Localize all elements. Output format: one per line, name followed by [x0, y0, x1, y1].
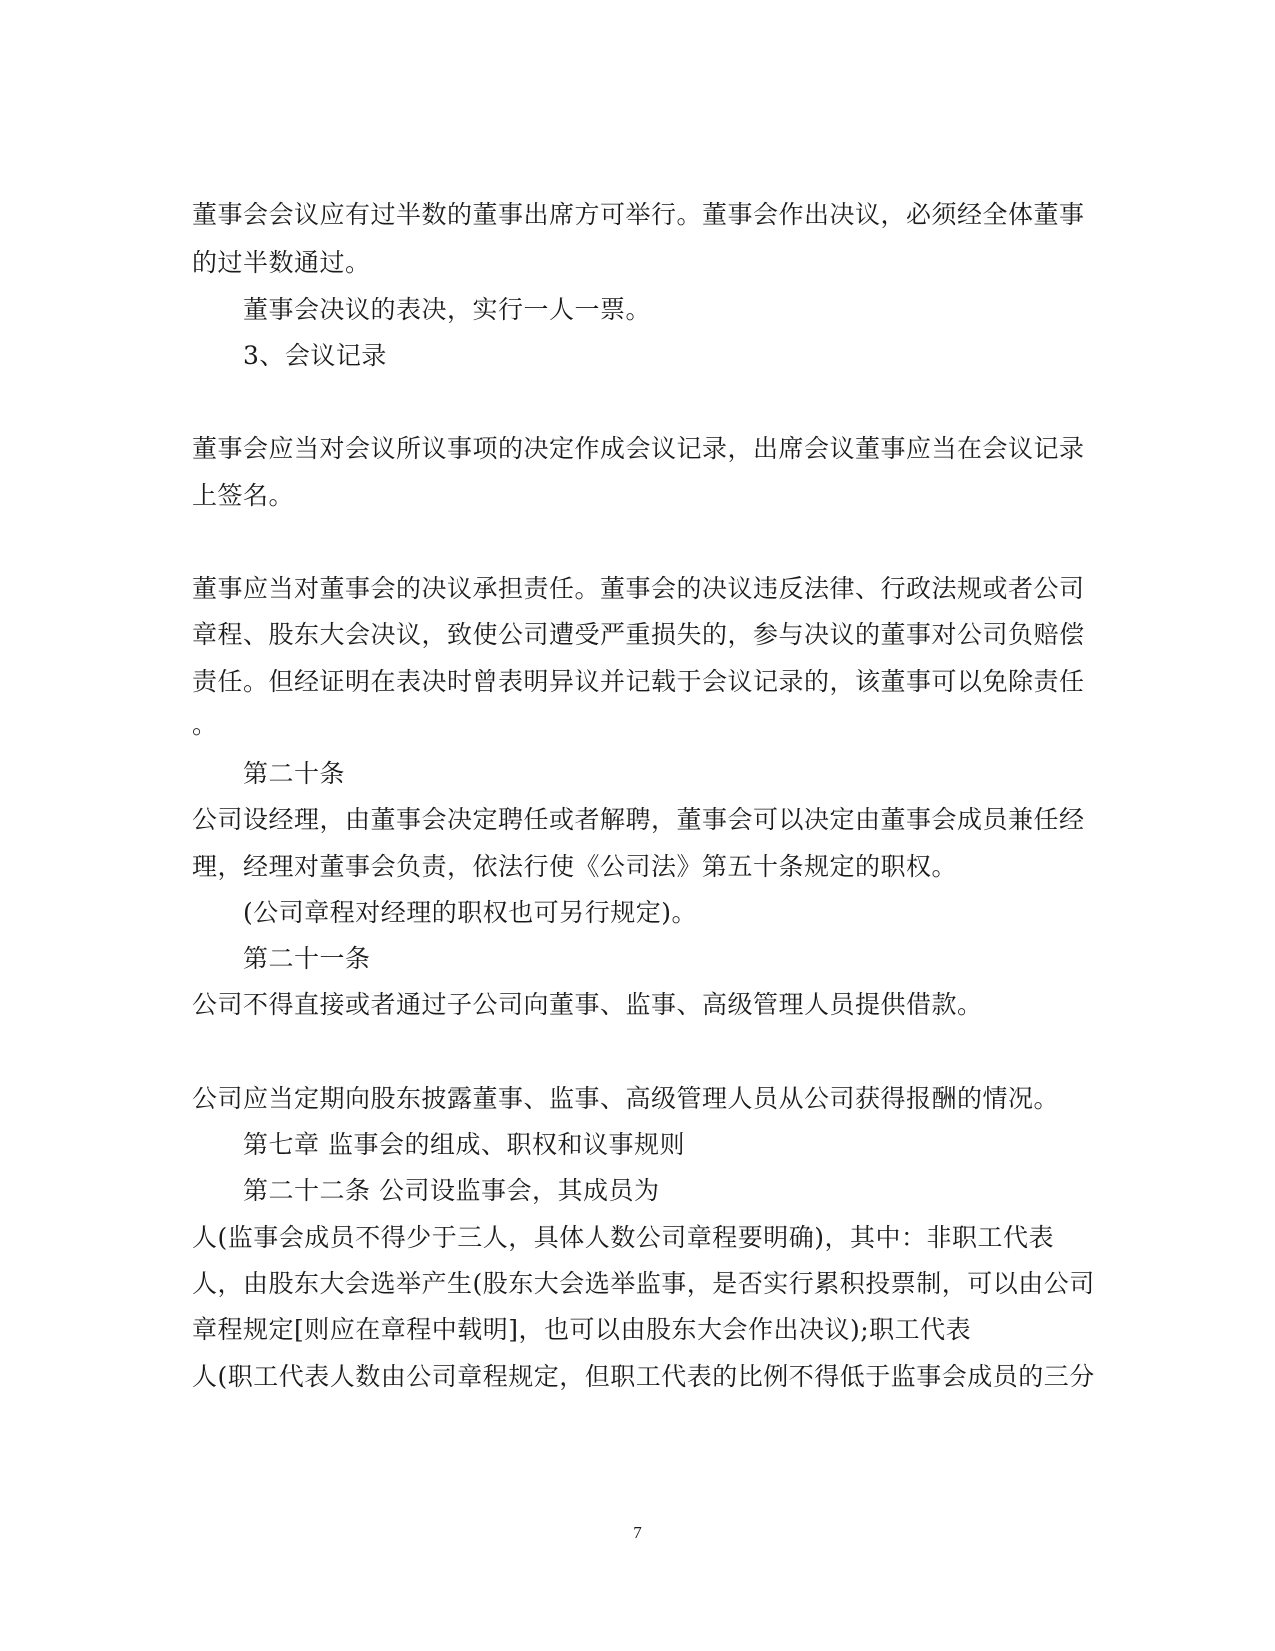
text-line: 理，经理对董事会负责，依法行使《公司法》第五十条规定的职权。 [192, 852, 958, 881]
text-line: 人(职工代表人数由公司章程规定，但职工代表的比例不得低于监事会成员的三分 [192, 1362, 1095, 1391]
article-heading: 第二十一条 [243, 944, 371, 973]
text-line: 董事会会议应有过半数的董事出席方可举行。董事会作出决议，必须经全体董事 [192, 200, 1085, 229]
text-line: 上签名。 [192, 481, 295, 510]
text-line: 的过半数通过。 [192, 248, 371, 277]
text-line: 公司设经理，由董事会决定聘任或者解聘，董事会可以决定由董事会成员兼任经 [192, 805, 1085, 834]
text-line: 董事会应当对会议所议事项的决定作成会议记录，出席会议董事应当在会议记录 [192, 434, 1085, 463]
text-line: 公司应当定期向股东披露董事、监事、高级管理人员从公司获得报酬的情况。 [192, 1084, 1060, 1113]
page-number: 7 [633, 1523, 642, 1542]
text-line: (公司章程对经理的职权也可另行规定)。 [243, 898, 698, 927]
text-line: 责任。但经证明在表决时曾表明异议并记载于会议记录的，该董事可以免除责任 [192, 667, 1085, 696]
text-line: 公司不得直接或者通过子公司向董事、监事、高级管理人员提供借款。 [192, 990, 983, 1019]
chapter-heading: 第七章 监事会的组成、职权和议事规则 [243, 1130, 685, 1159]
text-line: 。 [192, 710, 218, 739]
article-heading: 第二十条 [243, 759, 346, 788]
text-line: 章程规定[则应在章程中载明]，也可以由股东大会作出决议);职工代表 [192, 1315, 972, 1344]
article-heading: 第二十二条 公司设监事会，其成员为 [243, 1176, 660, 1205]
text-line: 董事会决议的表决，实行一人一票。 [243, 295, 652, 324]
section-heading: 3、会议记录 [243, 341, 387, 370]
text-line: 人(监事会成员不得少于三人，具体人数公司章程要明确)，其中：非职工代表 [192, 1223, 1055, 1252]
text-line: 董事应当对董事会的决议承担责任。董事会的决议违反法律、行政法规或者公司 [192, 574, 1085, 603]
text-line: 章程、股东大会决议，致使公司遭受严重损失的，参与决议的董事对公司负赔偿 [192, 620, 1085, 649]
text-line: 人，由股东大会选举产生(股东大会选举监事，是否实行累积投票制，可以由公司 [192, 1269, 1095, 1298]
